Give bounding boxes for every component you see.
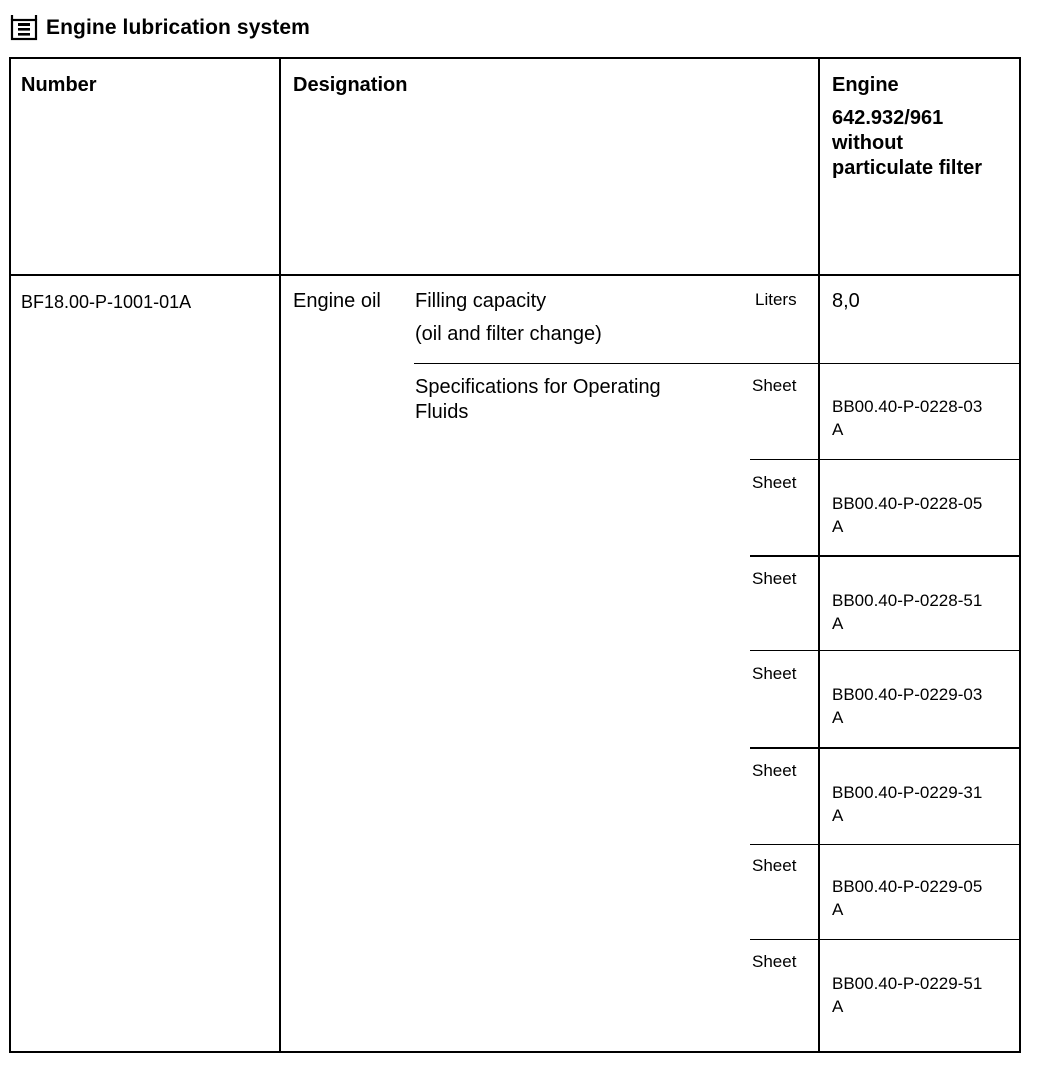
sheet-reference: BB00.40-P-0228-05 <box>832 494 983 513</box>
sheet-reference-suffix: A <box>832 614 844 633</box>
sheet-unit: Sheet <box>752 569 797 588</box>
header-engine-model: 642.932/961 <box>832 107 944 129</box>
sheet-unit: Sheet <box>752 856 797 875</box>
filling-capacity-label: Filling capacity <box>415 290 547 312</box>
filling-divider <box>414 363 1019 364</box>
sheet-reference-suffix: A <box>832 806 844 825</box>
specifications-label-cont: Fluids <box>415 401 469 423</box>
sheet-reference-suffix: A <box>832 900 844 919</box>
sheet-unit: Sheet <box>752 761 797 780</box>
sheet-unit: Sheet <box>752 952 797 971</box>
sheet-reference-suffix: A <box>832 997 844 1016</box>
sheet-unit: Sheet <box>752 473 797 492</box>
header-engine: Engine <box>832 74 899 96</box>
sheet-reference: BB00.40-P-0229-05 <box>832 877 983 896</box>
header-number: Number <box>21 74 97 96</box>
header-designation: Designation <box>293 74 408 96</box>
sheet-reference-suffix: A <box>832 708 844 727</box>
sheet-divider <box>750 844 1019 845</box>
sheet-divider <box>750 747 1019 749</box>
sheet-reference-suffix: A <box>832 420 844 439</box>
sheet-divider <box>750 459 1019 460</box>
sheet-reference: BB00.40-P-0229-31 <box>832 783 983 802</box>
sheet-divider <box>750 650 1019 651</box>
header-divider <box>11 274 1019 276</box>
filling-capacity-note: (oil and filter change) <box>415 323 602 345</box>
filling-capacity-value: 8,0 <box>832 290 860 312</box>
sheet-divider <box>750 555 1019 557</box>
page-header <box>10 12 310 44</box>
sheet-reference-suffix: A <box>832 517 844 536</box>
sheet-reference: BB00.40-P-0229-03 <box>832 685 983 704</box>
specifications-label: Specifications for Operating <box>415 376 661 398</box>
row-designation: Engine oil <box>293 290 381 312</box>
row-number: BF18.00-P-1001-01A <box>21 292 192 312</box>
service-book-icon <box>10 14 40 42</box>
filling-capacity-unit: Liters <box>755 290 797 309</box>
col-divider-number <box>279 59 281 1051</box>
header-engine-filter: particulate filter <box>832 157 983 179</box>
sheet-reference: BB00.40-P-0228-03 <box>832 397 983 416</box>
page-title: Engine lubrication system <box>46 16 310 39</box>
sheet-reference: BB00.40-P-0228-51 <box>832 591 983 610</box>
sheet-reference: BB00.40-P-0229-51 <box>832 974 983 993</box>
header-engine-variant: without <box>832 132 904 154</box>
sheet-unit: Sheet <box>752 376 797 395</box>
lubrication-table <box>9 57 1021 1053</box>
sheet-divider <box>750 939 1019 940</box>
sheet-unit: Sheet <box>752 664 797 683</box>
